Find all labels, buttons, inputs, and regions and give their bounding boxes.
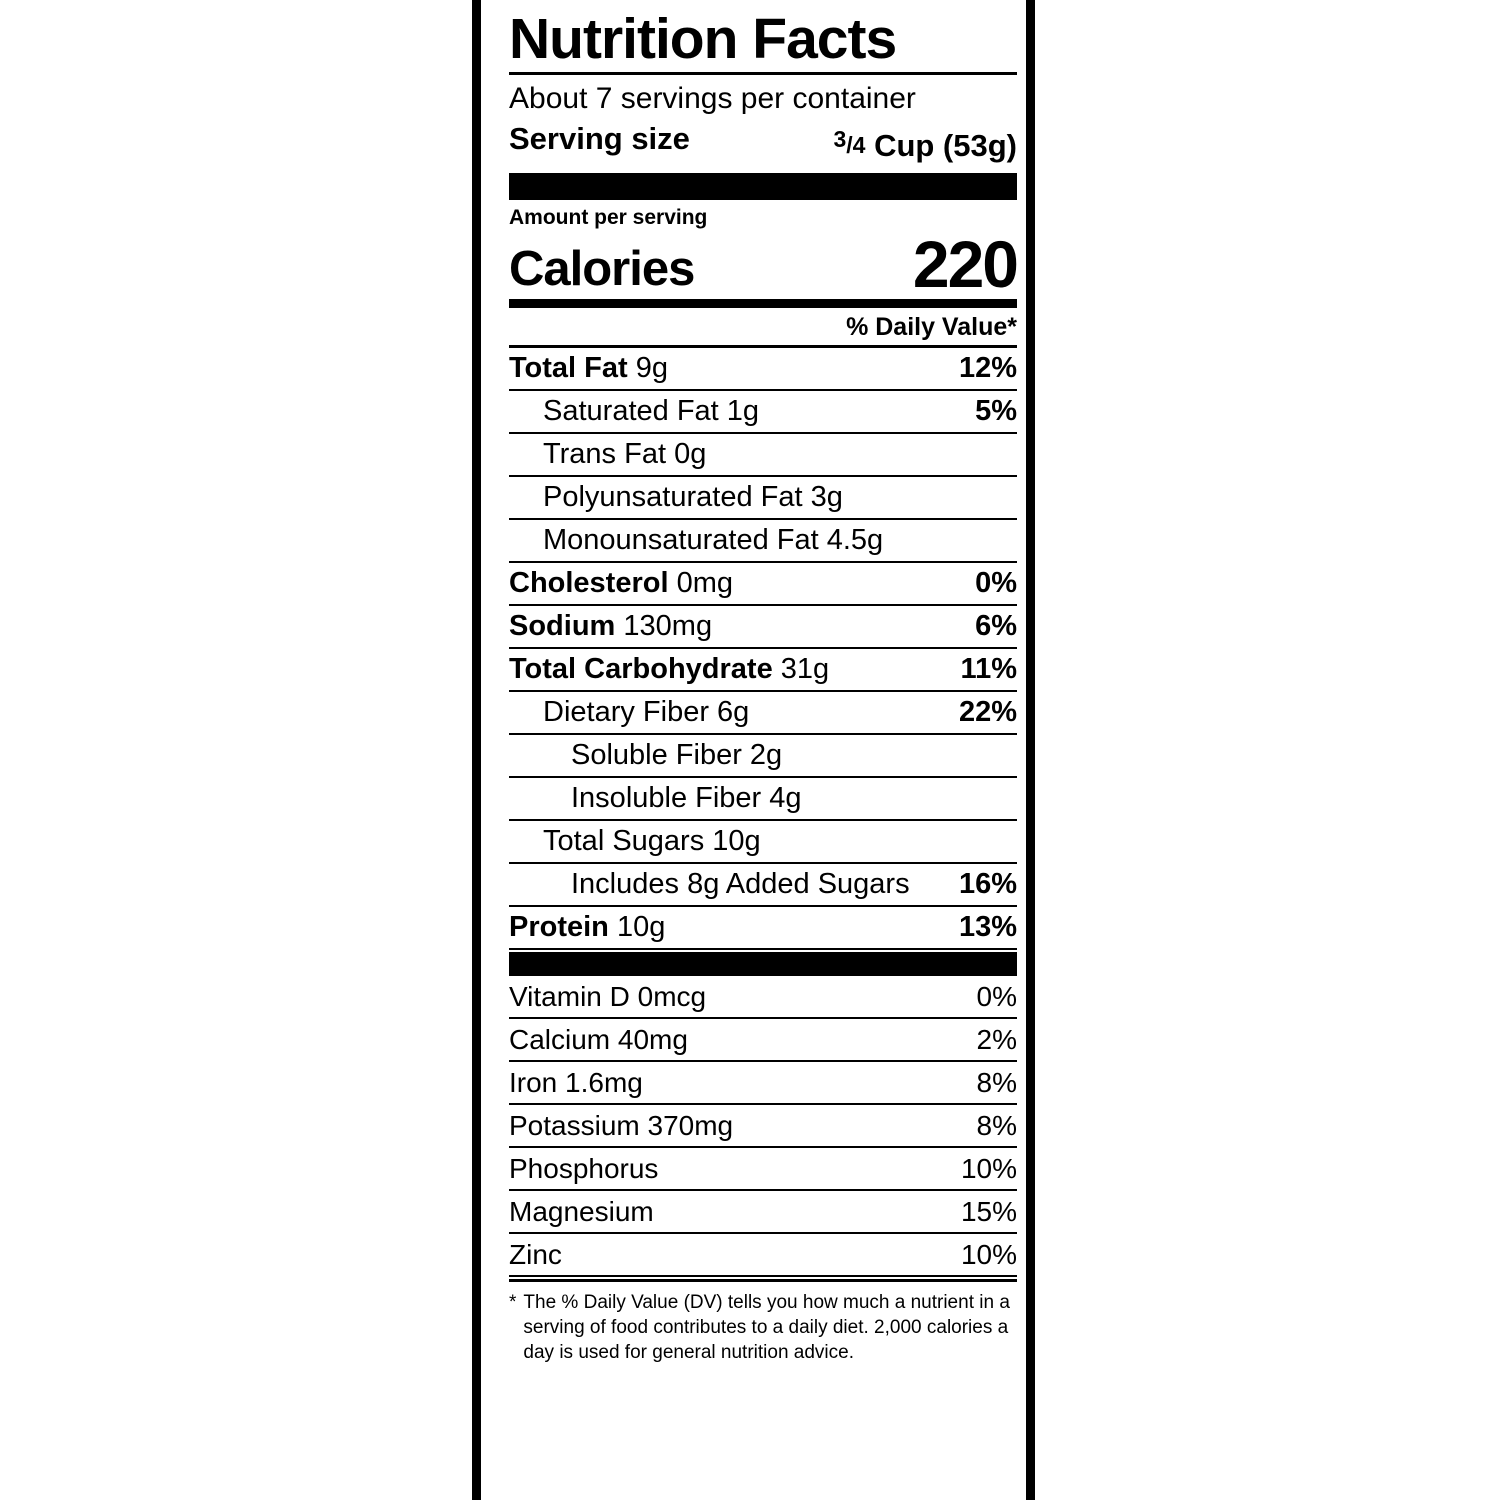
- vitamin-row: [509, 1148, 1017, 1191]
- vitamin-name: Magnesium: [509, 1196, 654, 1227]
- vitamin-name: Iron 1.6mg: [509, 1067, 643, 1098]
- vitamin-name: Vitamin D 0mcg: [509, 981, 707, 1012]
- nutrient-name: Saturated Fat 1g: [543, 395, 760, 427]
- thick-divider-top: [509, 173, 1017, 200]
- nutrient-daily-value: 12%: [958, 352, 1017, 384]
- nutrient-name: Soluble Fiber 2g: [571, 739, 783, 771]
- vitamin-row: [509, 1105, 1017, 1148]
- vitamin-row: [509, 1019, 1017, 1062]
- nutrient-rows: [509, 348, 1017, 950]
- nutrient-row: [509, 477, 1017, 520]
- nutrient-row: [509, 907, 1017, 950]
- vitamin-row: [509, 1062, 1017, 1105]
- serving-size-value: [833, 119, 1017, 166]
- vitamin-daily-value: 0%: [976, 981, 1017, 1012]
- nutrient-row: [509, 606, 1017, 649]
- nutrient-daily-value: 13%: [958, 911, 1017, 943]
- nutrient-row: [509, 649, 1017, 692]
- nutrient-name: Trans Fat 0g: [543, 438, 707, 470]
- nutrient-daily-value: 6%: [975, 610, 1017, 642]
- nutrient-name: Dietary Fiber 6g: [543, 696, 750, 728]
- serving-size-label: Serving size: [509, 121, 690, 156]
- footnote: [509, 1282, 1017, 1365]
- amount-per-serving-label: Amount per serving: [509, 206, 708, 229]
- nutrient-name: Sodium 130mg: [509, 610, 713, 642]
- nutrient-name: Protein 10g: [509, 911, 666, 943]
- vitamin-daily-value: 15%: [960, 1196, 1017, 1227]
- nutrient-row: [509, 735, 1017, 778]
- vitamin-daily-value: 8%: [976, 1110, 1017, 1141]
- nutrient-row: [509, 391, 1017, 434]
- serving-size-fraction: $^3$/4: [833, 126, 866, 158]
- servings-per-container: About 7 servings per container: [509, 82, 916, 115]
- nutrient-daily-value: 5%: [975, 395, 1017, 427]
- calories-value: 220: [912, 227, 1017, 301]
- vitamin-name: Calcium 40mg: [509, 1024, 688, 1055]
- vitamin-row: [509, 1191, 1017, 1234]
- vitamin-daily-value: 2%: [976, 1024, 1017, 1055]
- nutrition-facts-panel: [472, 0, 1035, 1500]
- nutrient-row: [509, 692, 1017, 735]
- fraction-numerator: 3: [833, 126, 847, 152]
- nutrient-name: Includes 8g Added Sugars: [571, 868, 910, 900]
- vitamin-row: [509, 976, 1017, 1019]
- calories-label: Calories: [509, 242, 695, 296]
- vitamin-name: Potassium 370mg: [509, 1110, 734, 1141]
- nutrient-name: Polyunsaturated Fat 3g: [543, 481, 843, 513]
- serving-size-unit: Cup (53g): [874, 128, 1017, 163]
- vitamin-daily-value: 10%: [960, 1153, 1017, 1184]
- vitamin-name: Zinc: [509, 1239, 562, 1270]
- nutrient-daily-value: 0%: [975, 567, 1017, 599]
- nutrient-name: Total Carbohydrate 31g: [509, 653, 830, 685]
- nutrient-name: Cholesterol 0mg: [509, 567, 734, 599]
- vitamin-row: [509, 1234, 1017, 1277]
- nutrient-row: [509, 821, 1017, 864]
- daily-value-header: % Daily Value*: [509, 308, 1017, 348]
- nutrient-row: [509, 348, 1017, 391]
- nutrient-name: Total Sugars 10g: [543, 825, 761, 857]
- vitamin-rows: [509, 976, 1017, 1277]
- calories-row: [509, 227, 1017, 308]
- nutrient-name: Total Fat 9g: [509, 352, 669, 384]
- nutrient-name: Monounsaturated Fat 4.5g: [543, 524, 884, 556]
- nutrient-name: Insoluble Fiber 4g: [571, 782, 802, 814]
- nutrient-row: [509, 778, 1017, 821]
- vitamin-name: Phosphorus: [509, 1153, 659, 1184]
- nutrient-daily-value: 16%: [958, 868, 1017, 900]
- thick-divider-vitamins: [509, 952, 1017, 976]
- footnote-star: *: [509, 1292, 517, 1313]
- page-title: Nutrition Facts: [509, 8, 1017, 75]
- fraction-denominator: 4: [852, 132, 866, 158]
- nutrient-daily-value: 11%: [960, 653, 1017, 685]
- nutrition-facts-inner: [509, 8, 1017, 1365]
- serving-size-row: [509, 119, 1017, 166]
- vitamin-daily-value: 8%: [976, 1067, 1017, 1098]
- nutrient-row: [509, 864, 1017, 907]
- nutrient-row: [509, 520, 1017, 563]
- nutrient-daily-value: 22%: [958, 696, 1017, 728]
- vitamin-daily-value: 10%: [960, 1239, 1017, 1270]
- nutrient-row: [509, 563, 1017, 606]
- footnote-text: The % Daily Value (DV) tells you how much a nutrient in a serving of food contributes to a daily diet. 2,000 calories a day is used for general nutrition advice.: [523, 1292, 1010, 1363]
- nutrient-row: [509, 434, 1017, 477]
